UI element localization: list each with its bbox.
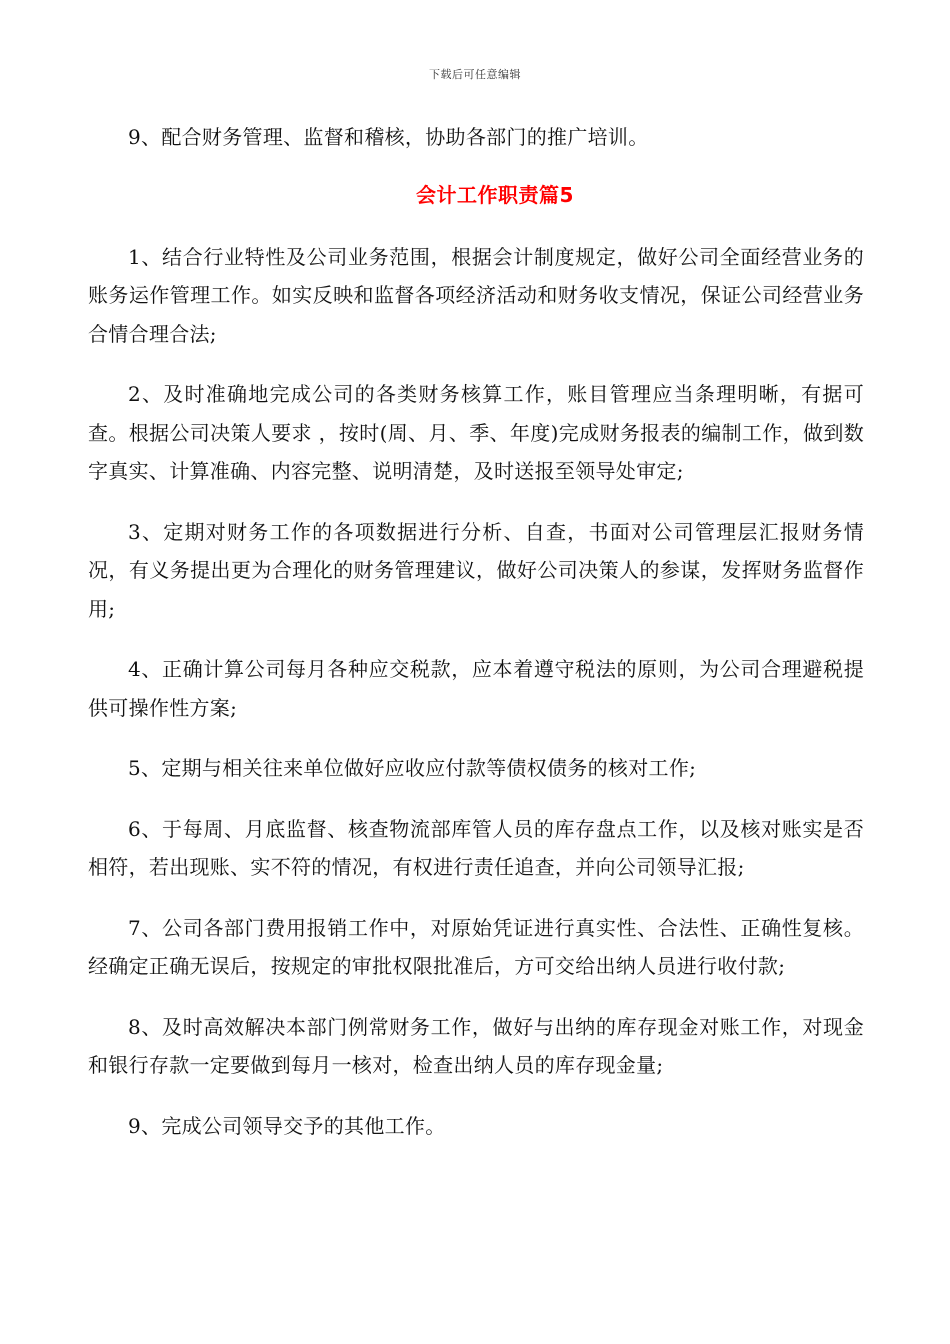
duty-paragraph-6: 6、于每周、月底监督、核查物流部库管人员的库存盘点工作，以及核对账实是否相符，若出现账、实不符的情况，有权进行责任追查，并向公司领导汇报; — [88, 816, 864, 879]
duty-paragraph-5: 5、定期与相关往来单位做好应收应付款等债权债务的核对工作; — [128, 756, 697, 780]
duty-paragraph-3: 3、定期对财务工作的各项数据进行分析、自查，书面对公司管理层汇报财务情况，有义务提出更为合理化的财务管理建议，做好公司决策人的参谋，发挥财务监督作用; — [88, 519, 864, 621]
duty-paragraph-8: 8、及时高效解决本部门例常财务工作，做好与出纳的库存现金对账工作，对现金和银行存款一定要做到每月一核对，检查出纳人员的库存现金量; — [88, 1014, 864, 1077]
section-title: 会计工作职责篇5 — [416, 182, 574, 207]
duty-paragraph-2: 2、及时准确地完成公司的各类财务核算工作，账目管理应当条理明晰，有据可查。根据公司决策人要求 ，按时(周、月、季、年度)完成财务报表的编制工作，做到数字真实、计算准确、内容完整、说明清楚，及时送报至领导处审定; — [88, 382, 864, 483]
document-body — [88, 118, 864, 1167]
download-note: 下载后可任意编辑 — [429, 68, 521, 81]
duty-paragraph-7: 7、公司各部门费用报销工作中，对原始凭证进行真实性、合法性、正确性复核。经确定正确无误后，按规定的审批权限批准后，方可交给出纳人员进行收付款; — [88, 915, 864, 978]
duty-paragraph-1: 1、结合行业特性及公司业务范围，根据会计制度规定，做好公司全面经营业务的账务运作管理工作。如实反映和监督各项经济活动和财务收支情况，保证公司经营业务合情合理合法; — [88, 244, 864, 346]
duty-paragraph-4: 4、正确计算公司每月各种应交税款，应本着遵守税法的原则，为公司合理避税提供可操作性方案; — [88, 657, 864, 720]
duty-paragraph-9: 9、完成公司领导交予的其他工作。 — [128, 1113, 446, 1138]
intro-paragraph: 9、配合财务管理、监督和稽核，协助各部门的推广培训。 — [128, 125, 649, 149]
